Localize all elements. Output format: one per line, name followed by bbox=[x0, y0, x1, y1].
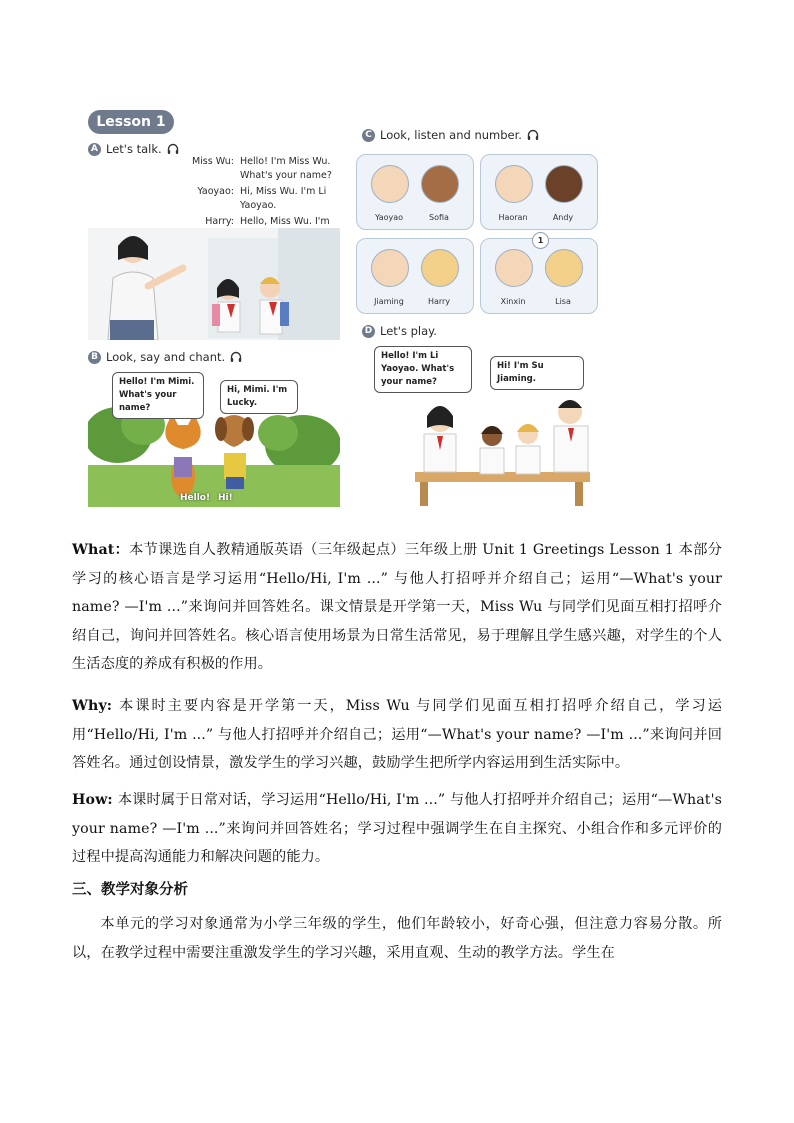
what-text: 本节课选自人教精通版英语（三年级起点）三年级上册 Unit 1 Greetings Lesson 1 本部分学习的核心语言是学习运用“Hello/Hi, I'm ...” 与他人打招呼并介绍自己；运用“—What's your name? —I'm ...”来询问并回答姓名。课文情景是开学第一天，Miss Wu 与同学们见面互相打招呼介绍自己，询问并回答姓名。核心语言使用场景为日常生活常见，易于理解且学生感兴趣，对学生的个人生活态度的养成有积极的作用。 bbox=[72, 542, 722, 672]
dialogue-line: Hello! I'm Miss Wu. What's your name? bbox=[240, 156, 332, 181]
card-name: Jiaming bbox=[374, 297, 404, 306]
picture-card bbox=[480, 154, 598, 230]
section-c-heading bbox=[362, 128, 539, 142]
dialogue-speaker: Miss Wu: bbox=[191, 156, 234, 167]
card-name: Andy bbox=[552, 213, 574, 222]
card-name: Lisa bbox=[555, 297, 571, 306]
face-portrait bbox=[421, 249, 459, 287]
dialogue-speaker: Yaoyao: bbox=[197, 186, 234, 197]
section-c-letter: C bbox=[362, 129, 375, 142]
what-paragraph bbox=[72, 536, 722, 679]
how-paragraph bbox=[72, 786, 722, 872]
face-portrait bbox=[495, 249, 533, 287]
card-name: Harry bbox=[427, 297, 451, 306]
face-portrait bbox=[495, 165, 533, 203]
section-a-title: Let's talk. bbox=[106, 142, 162, 156]
face-portrait bbox=[545, 165, 583, 203]
how-text: 本课时属于日常对话，学习运用“Hello/Hi, I'm ...” 与他人打招呼并介绍自己；运用“—What's your name? —I'm ...”来询问并回答姓名；学习过程中强调学生在自主探究、小组合作和多元评价的过程中提高沟通能力和解决问题的能力。 bbox=[72, 792, 722, 865]
face-portrait bbox=[421, 165, 459, 203]
section-b-heading bbox=[88, 350, 242, 364]
picture-card bbox=[356, 154, 474, 230]
face-portrait bbox=[371, 165, 409, 203]
headphones-icon bbox=[527, 129, 539, 141]
section-c-title: Look, listen and number. bbox=[380, 128, 522, 142]
how-label: How: bbox=[72, 792, 118, 808]
lesson-badge: Lesson 1 bbox=[88, 110, 174, 134]
section-b-letter: B bbox=[88, 351, 101, 364]
chant-word: Hi! bbox=[218, 493, 233, 503]
section-a-letter: A bbox=[88, 143, 101, 156]
speech-bubble: Hi! I'm Su Jiaming. bbox=[490, 356, 584, 390]
speech-bubble: Hi, Mimi. I'm Lucky. bbox=[220, 380, 298, 414]
card-name: Xinxin bbox=[500, 297, 526, 306]
headphones-icon bbox=[167, 143, 179, 155]
card-name: Haoran bbox=[498, 213, 528, 222]
scene-d-illustration bbox=[360, 390, 616, 506]
card-number-circle: 1 bbox=[532, 232, 549, 249]
why-label: Why: bbox=[72, 698, 120, 714]
why-text: 本课时主要内容是开学第一天，Miss Wu 与同学们见面互相打招呼介绍自己，学习运用“Hello/Hi, I'm ...” 与他人打招呼并介绍自己；运用“—What's your name? —I'm ...”来询问并回答姓名。通过创设情景，激发学生的学习兴趣，鼓励学生把所学内容运用到生活实际中。 bbox=[72, 698, 722, 771]
what-label: What： bbox=[72, 542, 130, 558]
chant-word: Hello! bbox=[180, 493, 211, 503]
section-b-title: Look, say and chant. bbox=[106, 350, 226, 364]
card-name: Yaoyao bbox=[374, 213, 404, 222]
scene-a-illustration bbox=[88, 228, 340, 340]
why-paragraph bbox=[72, 692, 722, 778]
section-d-letter: D bbox=[362, 325, 375, 338]
card-name: Sofia bbox=[429, 213, 449, 222]
speech-bubble: Hello! I'm Mimi. What's your name? bbox=[112, 372, 204, 419]
face-portrait bbox=[371, 249, 409, 287]
face-portrait bbox=[545, 249, 583, 287]
textbook-page bbox=[80, 100, 620, 510]
headphones-icon bbox=[230, 351, 242, 363]
picture-card bbox=[356, 238, 474, 314]
section-d-heading bbox=[362, 324, 437, 338]
section3-paragraph: 本单元的学习对象通常为小学三年级的学生，他们年龄较小，好奇心强，但注意力容易分散。所以，在教学过程中需要注重激发学生的学习兴趣，采用直观、生动的教学方法。学生在 bbox=[72, 916, 722, 961]
section-heading: 三、教学对象分析 bbox=[72, 882, 188, 898]
picture-card bbox=[480, 238, 598, 314]
speech-bubble: Hello! I'm Li Yaoyao. What's your name? bbox=[374, 346, 472, 393]
dialogue-line: Hello, Miss Wu. I'm bbox=[240, 216, 330, 227]
dialogue-speaker: Harry: bbox=[205, 216, 234, 227]
dialogue-line: Hi, Miss Wu. I'm Li Yaoyao. bbox=[240, 186, 327, 211]
section-d-title: Let's play. bbox=[380, 324, 437, 338]
section-a-heading bbox=[88, 142, 179, 156]
